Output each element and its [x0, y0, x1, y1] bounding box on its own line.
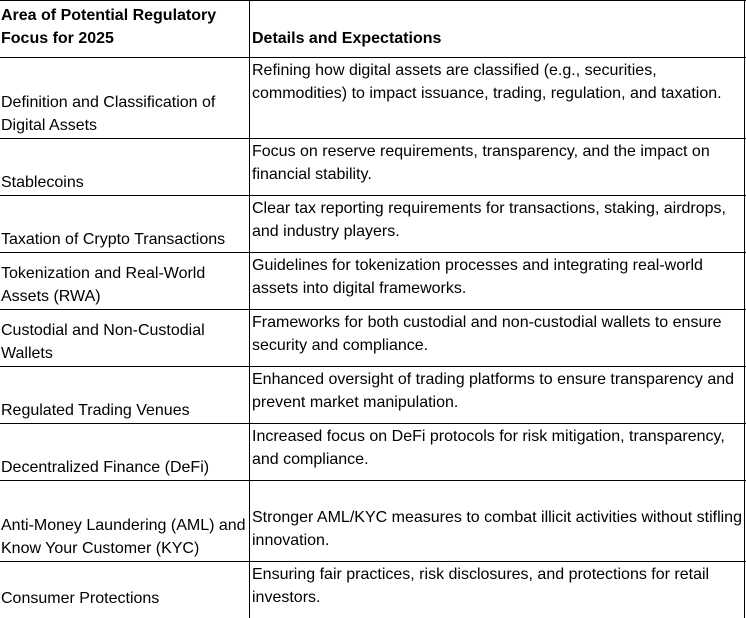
table-header-row: [0, 0, 746, 58]
row-area: Decentralized Finance (DeFi): [0, 424, 250, 481]
table-row: [0, 138, 746, 196]
row-details: Enhanced oversight of trading platforms to ensure transparency and prevent market manipulation.: [250, 367, 745, 424]
row-area: Definition and Classification of Digital Assets: [0, 58, 250, 139]
row-area: Custodial and Non-Custodial Wallets: [0, 310, 250, 367]
row-details: Refining how digital assets are classified (e.g., securities, commodities) to impact issuance, trading, regulation, and taxation.: [250, 58, 745, 139]
header-details: Details and Expectations: [250, 1, 745, 58]
row-details: Frameworks for both custodial and non-custodial wallets to ensure security and compliance.: [250, 310, 745, 367]
row-area: Stablecoins: [0, 139, 250, 196]
table-row: [0, 195, 746, 253]
table-row: [0, 309, 746, 367]
row-details: Stronger AML/KYC measures to combat illicit activities without stifling innovation.: [250, 481, 745, 562]
table-row: [0, 423, 746, 481]
row-details: Increased focus on DeFi protocols for risk mitigation, transparency, and compliance.: [250, 424, 745, 481]
row-area: Consumer Protections: [0, 562, 250, 618]
table-row: [0, 57, 746, 139]
table-row: [0, 480, 746, 562]
table-row: [0, 366, 746, 424]
row-details: Focus on reserve requirements, transparency, and the impact on financial stability.: [250, 139, 745, 196]
header-area: Area of Potential Regulatory Focus for 2025: [0, 1, 250, 58]
table-row: [0, 252, 746, 310]
row-details: Ensuring fair practices, risk disclosures, and protections for retail investors.: [250, 562, 745, 618]
row-area: Tokenization and Real-World Assets (RWA): [0, 253, 250, 310]
table-row: [0, 561, 746, 618]
row-details: Guidelines for tokenization processes and integrating real-world assets into digital frameworks.: [250, 253, 745, 310]
row-details: Clear tax reporting requirements for transactions, staking, airdrops, and industry players.: [250, 196, 745, 253]
row-area: Anti-Money Laundering (AML) and Know Your Customer (KYC): [0, 481, 250, 562]
row-area: Regulated Trading Venues: [0, 367, 250, 424]
row-area: Taxation of Crypto Transactions: [0, 196, 250, 253]
